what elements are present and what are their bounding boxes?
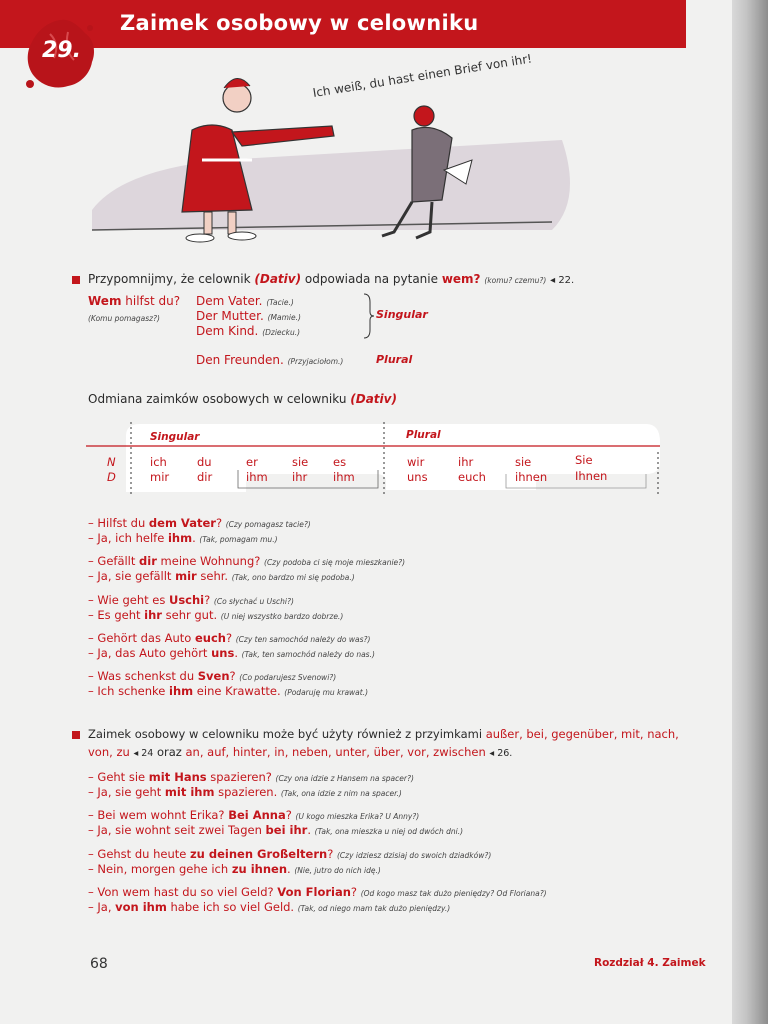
dialog-line: – Gehört das Auto euch? (Czy ten samochód należy do was?) xyxy=(88,631,371,645)
table-cell: uns xyxy=(407,470,428,484)
table-cell: ihm xyxy=(333,470,355,484)
dialog-line: – Ja, sie gefällt mir sehr. (Tak, ono bardzo mi się podoba.) xyxy=(88,569,355,583)
table-cell: wir xyxy=(407,455,425,469)
case-label-n: N xyxy=(107,455,116,469)
table-cell: ihnen xyxy=(515,470,548,484)
speech-text: Ich weiß, du hast einen Brief von ihr! xyxy=(311,51,533,100)
dialog-line: – Ja, das Auto gehört uns. (Tak, ten samochód należy do nas.) xyxy=(88,646,375,660)
example-answer: Dem Kind. (Dziecku.) xyxy=(196,324,301,338)
dialog-line: – Von wem hast du so viel Geld? Von Florian? (Od kogo masz tak dużo pieniędzy? Od Floriana?) xyxy=(88,885,547,899)
table-cell: dir xyxy=(197,470,213,484)
dialog-line: – Was schenkst du Sven? (Co podarujesz Svenowi?) xyxy=(88,669,337,683)
example-answer: Der Mutter. (Mamie.) xyxy=(196,309,301,323)
table-cell: ihr xyxy=(458,455,474,469)
example-question-gloss: (Komu pomagasz?) xyxy=(88,314,160,323)
speech-line xyxy=(310,51,540,112)
plural-label: Plural xyxy=(376,353,413,366)
table-header-singular: Singular xyxy=(150,431,200,443)
dialog-line: – Bei wem wohnt Erika? Bei Anna? (U kogo mieszka Erika? U Anny?) xyxy=(88,808,420,822)
table-cell: sie xyxy=(515,455,532,469)
table-cell: mir xyxy=(150,470,170,484)
dialog-line: – Geht sie mit Hans spazieren? (Czy ona idzie z Hansem na spacer?) xyxy=(88,770,414,784)
dialog-line: – Hilfst du dem Vater? (Czy pomagasz tacie?) xyxy=(88,516,311,530)
page-number: 68 xyxy=(90,956,108,972)
chapter-header xyxy=(0,0,686,48)
table-cell: ich xyxy=(150,455,167,469)
example-answer: Dem Vater. (Tacie.) xyxy=(196,294,294,308)
page-edge-shadow xyxy=(732,0,768,1024)
section-number: 29. xyxy=(42,38,81,63)
example-answer: Den Freunden. (Przyjaciołom.) xyxy=(196,353,344,367)
chapter-label: Rozdział 4. Zaimek xyxy=(594,957,706,969)
square-bullet-icon xyxy=(72,276,80,284)
dialog-line: – Ja, von ihm habe ich so viel Geld. (Tak, od niego mam tak dużo pieniędzy.) xyxy=(88,900,451,914)
table-cell: ihm xyxy=(246,470,268,484)
table-cell: Ihnen xyxy=(575,469,608,483)
table-cell: Sie xyxy=(575,453,593,467)
dialog-line: – Ja, sie geht mit ihm spazieren. (Tak, ona idzie z nim na spacer.) xyxy=(88,785,402,799)
dialog-line: – Gefällt dir meine Wohnung? (Czy podoba ci się moje mieszkanie?) xyxy=(88,554,406,568)
table-header-plural: Plural xyxy=(406,429,441,441)
table-cell: es xyxy=(333,455,347,469)
prep-note-line-2: von, zu ◂ 24 oraz an, auf, hinter, in, neben, unter, über, vor, zwischen ◂ 26. xyxy=(88,745,513,759)
intro-line: Przypomnijmy, że celownik (Dativ) odpowiada na pytanie wem? (komu? czemu?) ◂ 22. xyxy=(72,272,574,286)
dialog-line: – Nein, morgen gehe ich zu ihnen. (Nie, jutro do nich idę.) xyxy=(88,862,381,876)
dialog-line: – Gehst du heute zu deinen Großeltern? (Czy idziesz dzisiaj do swoich dziadków?) xyxy=(88,847,492,861)
brace-icon xyxy=(362,292,376,340)
dialog-line: – Wie geht es Uschi? (Co słychać u Uschi?) xyxy=(88,593,294,607)
example-question: Wem hilfst du? xyxy=(88,294,181,308)
dialog-line: – Ja, sie wohnt seit zwei Tagen bei ihr. (Tak, ona mieszka u niej od dwóch dni.) xyxy=(88,823,464,837)
dialog-line: – Ja, ich helfe ihm. (Tak, pomagam mu.) xyxy=(88,531,278,545)
table-cell: sie xyxy=(292,455,309,469)
table-cell: du xyxy=(197,455,212,469)
table-cell: er xyxy=(246,455,258,469)
case-label-d: D xyxy=(107,470,116,484)
declension-caption: Odmiana zaimków osobowych w celowniku (Dativ) xyxy=(88,392,397,406)
square-bullet-icon xyxy=(72,731,80,739)
table-cell: ihr xyxy=(292,470,308,484)
dialog-line: – Es geht ihr sehr gut. (U niej wszystko bardzo dobrze.) xyxy=(88,608,344,622)
singular-label: Singular xyxy=(376,308,428,321)
prep-note-line-1: Zaimek osobowy w celowniku może być użyty również z przyimkami außer, bei, gegenüber, mit, nach, xyxy=(72,727,679,741)
page-title: Zaimek osobowy w celowniku xyxy=(120,11,479,35)
table-cell: euch xyxy=(458,470,486,484)
dialog-line: – Ich schenke ihm eine Krawatte. (Podaruję mu krawat.) xyxy=(88,684,369,698)
